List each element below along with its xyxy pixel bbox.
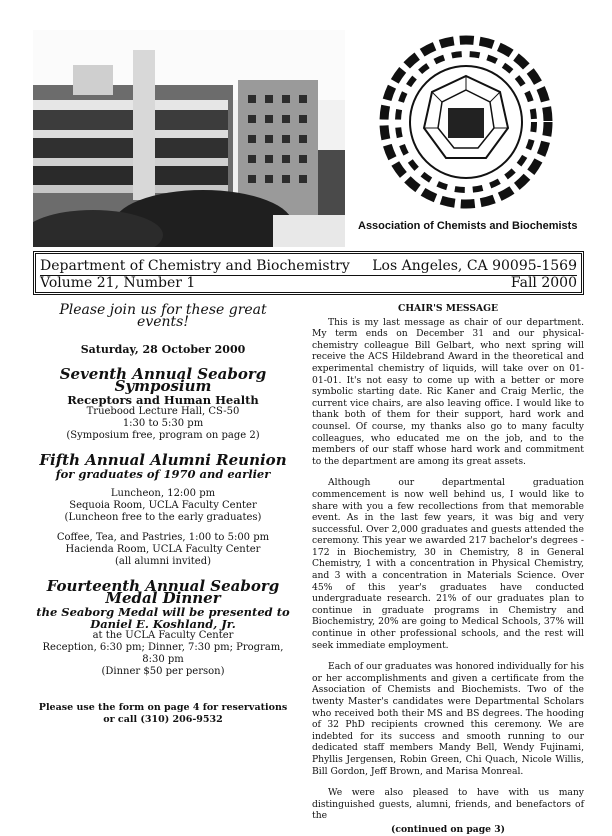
symposium-line: (Symposium free, program on page 2) [66, 430, 260, 441]
reunion-line: Hacienda Room, UCLA Faculty Center [65, 544, 261, 555]
symposium-title: Seventh Annual Seaborg Symposium [59, 365, 267, 395]
masthead-row-bottom [40, 275, 577, 292]
chairs-message-heading: CHAIR'S MESSAGE [398, 303, 498, 314]
reunion-subtitle: for graduates of 1970 and earlier [55, 467, 271, 481]
chairs-message-paragraph: Each of our graduates was honored individually for his or her accomplishments and given a certificate from the Association of Chemists and Biochemists. Two of the twenty Master's candidates were Departmental Scholars who received both their MS and BS degrees. The hooding of 32 PhD recipients crowned this ceremony. We are indebted for its success and smooth running to our dedicated staff members Mandy Bell, Wendy Fujinami, Phyllis Jergensen, Robin Green, Chi Quach, Nicole Willis, Bill Gordon, Jeff Brown, and Marisa Monreal. [312, 661, 584, 777]
reservations-line: or call (310) 206-9532 [103, 714, 223, 725]
medal-subtitle: the Seaborg Medal will be presented to [36, 605, 290, 619]
reservations-note [33, 702, 293, 726]
continued-note: (continued on page 3) [391, 823, 505, 835]
department-location: Los Angeles, CA 90095-1569 [372, 258, 577, 274]
logo-caption: Association of Chemists and Biochemists [358, 220, 578, 232]
masthead [33, 251, 584, 295]
reunion-line: (Luncheon free to the early graduates) [64, 512, 262, 523]
events-column [33, 304, 293, 726]
reunion-title: Fifth Annual Alumni Reunion [39, 451, 287, 469]
association-logo [348, 30, 588, 247]
volume-number: Volume 21, Number 1 [40, 275, 196, 291]
events-invite: Please join us for these great events! [59, 302, 267, 330]
symposium-line: Truebood Lecture Hall, CS-50 [86, 406, 240, 417]
reunion-line: Coffee, Tea, and Pastries, 1:00 to 5:00 pm [56, 532, 270, 543]
symposium-subtitle: Receptors and Human Health [67, 393, 259, 407]
reunion-line: (all alumni invited) [114, 556, 212, 567]
medal-line: Reception, 6:30 pm; Dinner, 7:30 pm; Program, 8:30 pm [42, 642, 284, 665]
medal-recipient: Daniel E. Koshland, Jr. [90, 617, 236, 631]
reunion-line: Luncheon, 12:00 pm [110, 488, 216, 499]
chairs-message-paragraph: We were also pleased to have with us many distinguished guests, alumni, friends, and benefactors of the [312, 787, 584, 822]
chairs-message-column [312, 303, 584, 836]
reunion-line: Sequoia Room, UCLA Faculty Center [69, 500, 257, 511]
dna-ring-logo-icon [348, 30, 588, 220]
department-name: Department of Chemistry and Biochemistry [40, 258, 350, 274]
medal-line: (Dinner $50 per person) [101, 666, 225, 677]
issue-season: Fall 2000 [510, 275, 577, 291]
medal-line: at the UCLA Faculty Center [92, 630, 234, 641]
medal-dinner-title: Fourteenth Annual Seaborg Medal Dinner [46, 577, 280, 607]
masthead-row-top [40, 258, 577, 276]
chairs-message-paragraph: Although our departmental graduation commencement is now well behind us, I would like to share with you a few recollections from that memorable event. As in the last few years, it was big and very successful. Over 2,000 graduates and guests attended the ceremony. This year we awarded 217 bachelor's degrees - 172 in Biochemistry, 30 in Chemistry, 8 in General Chemistry, 1 with a concentration in Physical Chemistry, and 3 with a concentration in Materials Science. Over 45% of this year's graduates have conducted undergraduate research. 21% of our graduates plan to continue in graduate programs in Chemistry and Biochemistry, 20% are going to Medical Schools, 37% will continue in other professional schools, and the rest will seek immediate employment. [312, 477, 584, 651]
chairs-message-paragraph: This is my last message as chair of our department. My term ends on December 31 and our physical-chemistry colleague Bill Gelbart, who next spring will receive the ACS Hildebrand Award in the theoretical and experimental chemistry of liquids, will take over on 01-01-01. It's not easy to come up with a better or more symbolic starting date. Ric Kaner and Craig Merlic, the current vice chairs, are also leaving office. I would like to thank both of them for their support, hard work and counsel. Of course, my thanks also go to many faculty colleagues, who educated me on the job, and to the members of our staff whose hard work and commitment to the department are among its great assets. [312, 316, 584, 467]
symposium-line: 1:30 to 5:30 pm [122, 418, 204, 429]
building-photo [33, 30, 345, 247]
events-date: Saturday, 28 October 2000 [80, 343, 246, 356]
building-photo-graphic [33, 30, 345, 247]
reservations-line: Please use the form on page 4 for reservations [38, 702, 288, 713]
